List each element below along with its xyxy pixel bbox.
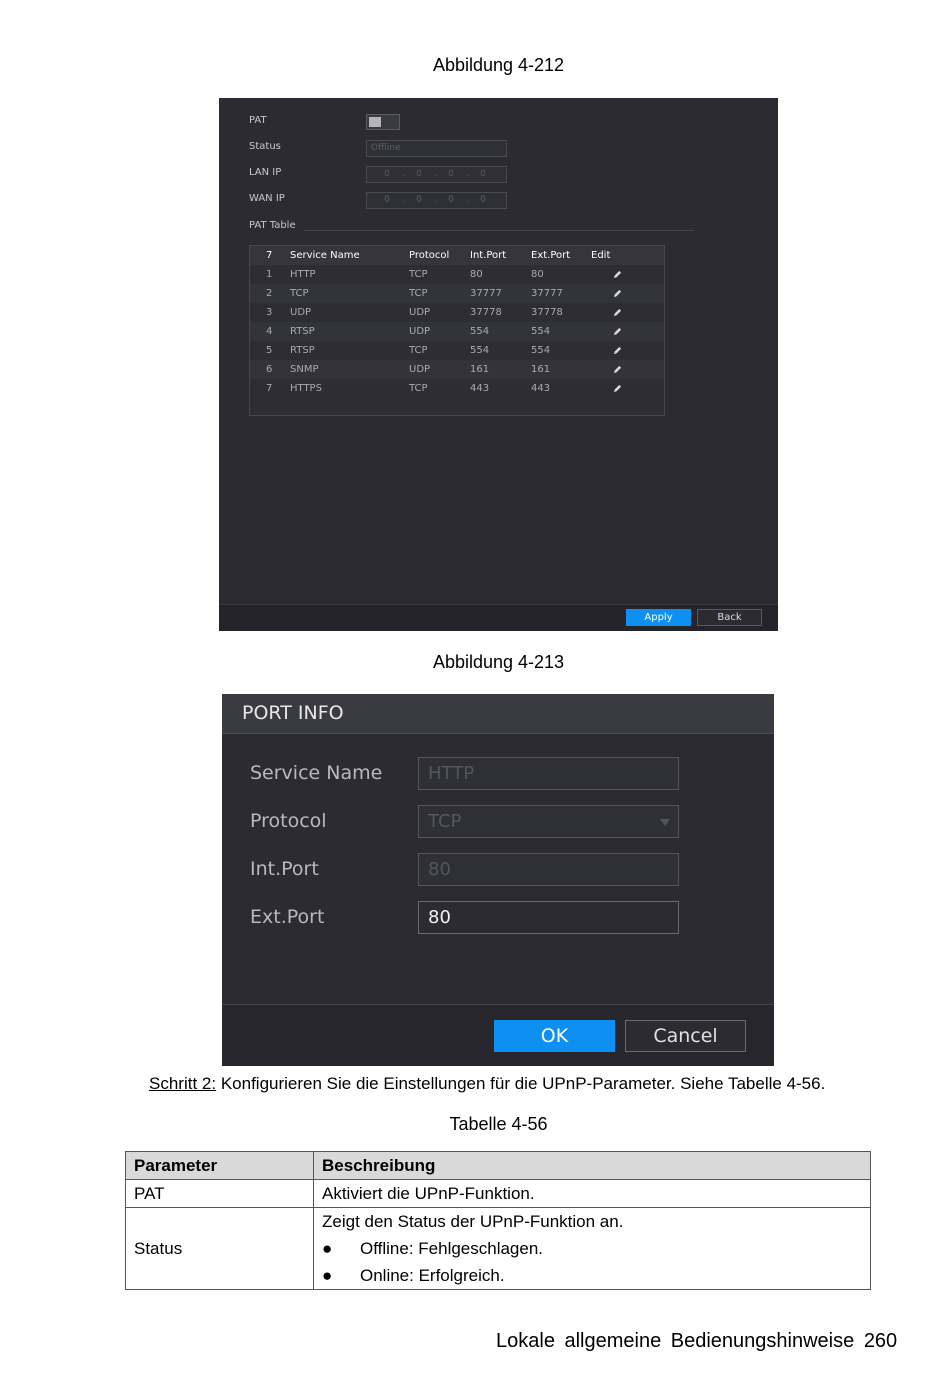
row-number: 3 <box>266 307 273 318</box>
ext-port-cell: 554 <box>531 326 551 337</box>
edit-pencil-icon[interactable] <box>613 308 622 317</box>
protocol-cell: UDP <box>409 307 431 318</box>
wan-ip-field: 0 . 0 . 0 . 0 <box>366 192 507 209</box>
service-name-header: Service Name <box>290 250 360 261</box>
dialog-title: PORT INFO <box>242 702 344 724</box>
protocol-label: Protocol <box>250 810 327 832</box>
int-port-cell: 554 <box>470 345 490 356</box>
service-name-label: Service Name <box>250 762 383 784</box>
protocol-select <box>418 805 679 838</box>
bullet-text: Offline: Fehlgeschlagen. <box>360 1239 544 1258</box>
lan-ip-field: 0 . 0 . 0 . 0 <box>366 166 507 183</box>
ext-port-input[interactable]: 80 <box>418 901 679 934</box>
int-port-cell: 554 <box>470 326 490 337</box>
description-header: Beschreibung <box>314 1152 871 1180</box>
toggle-knob <box>369 117 381 127</box>
dialog-footer <box>222 1004 774 1066</box>
protocol-header: Protocol <box>409 250 450 261</box>
service-name-cell: RTSP <box>290 326 315 337</box>
ext-port-cell: 554 <box>531 345 551 356</box>
bullet-text: Online: Erfolgreich. <box>360 1266 505 1285</box>
count-header: 7 <box>266 250 273 261</box>
edit-pencil-icon[interactable] <box>613 346 622 355</box>
edit-pencil-icon[interactable] <box>613 327 622 336</box>
table-caption: Tabelle 4-56 <box>449 1114 548 1134</box>
service-name-cell: HTTP <box>290 269 316 280</box>
lan-ip-label: LAN IP <box>249 167 282 178</box>
desc-text: Zeigt den Status der UPnP-Funktion an. <box>322 1212 624 1231</box>
int-port-cell: 37778 <box>470 307 502 318</box>
figure-caption: Abbildung 4-213 <box>432 652 565 672</box>
row-number: 2 <box>266 288 273 299</box>
table-row <box>250 360 664 379</box>
step-instruction <box>149 1074 825 1094</box>
ext-port-cell: 80 <box>531 269 544 280</box>
protocol-value: TCP <box>428 811 462 832</box>
protocol-cell: UDP <box>409 364 431 375</box>
table-row <box>250 284 664 303</box>
status-field: Offline <box>366 140 507 157</box>
ext-port-header: Ext.Port <box>531 250 571 261</box>
divider <box>304 230 694 231</box>
table-row <box>250 265 664 284</box>
protocol-cell: TCP <box>409 288 428 299</box>
table-row <box>250 303 664 322</box>
page-number: 260 <box>863 1330 898 1352</box>
service-name-cell: HTTPS <box>290 383 322 394</box>
bullet-item <box>322 1235 862 1262</box>
step-text: Konfigurieren Sie die Einstellungen für die UPnP-Parameter. Siehe Tabelle 4-56. <box>216 1074 826 1093</box>
service-name-cell: RTSP <box>290 345 315 356</box>
table-row <box>250 341 664 360</box>
int-port-cell: 161 <box>470 364 490 375</box>
desc-cell: Aktiviert die UPnP-Funktion. <box>314 1180 871 1208</box>
ext-port-cell: 443 <box>531 383 551 394</box>
param-cell: Status <box>126 1208 314 1290</box>
edit-header: Edit <box>591 250 611 261</box>
parameter-table <box>125 1151 871 1290</box>
int-port-cell: 443 <box>470 383 490 394</box>
footer-section: Lokale allgemeine Bedienungshinweise <box>496 1330 855 1352</box>
ext-port-cell: 37777 <box>531 288 563 299</box>
apply-button[interactable]: Apply <box>626 609 691 626</box>
ext-port-label: Ext.Port <box>250 906 325 928</box>
int-port-label: Int.Port <box>250 858 319 880</box>
table-header <box>250 246 664 265</box>
chevron-down-icon <box>660 819 670 826</box>
parameter-header: Parameter <box>126 1152 314 1180</box>
bullet-icon: ● <box>322 1266 333 1285</box>
protocol-cell: TCP <box>409 269 428 280</box>
table-header-row <box>126 1152 871 1180</box>
int-port-cell: 37777 <box>470 288 502 299</box>
table-row <box>126 1180 871 1208</box>
protocol-cell: TCP <box>409 345 428 356</box>
row-number: 5 <box>266 345 273 356</box>
row-number: 4 <box>266 326 273 337</box>
pat-table <box>249 245 665 416</box>
table-row <box>250 322 664 341</box>
port-info-dialog <box>222 694 774 1065</box>
row-number: 6 <box>266 364 273 375</box>
pat-toggle[interactable] <box>366 114 400 130</box>
edit-pencil-icon[interactable] <box>613 365 622 374</box>
page-footer <box>496 1330 897 1353</box>
desc-cell <box>314 1208 871 1290</box>
edit-pencil-icon[interactable] <box>613 270 622 279</box>
service-name-cell: SNMP <box>290 364 319 375</box>
figure-caption: Abbildung 4-212 <box>432 55 565 75</box>
pat-table-label: PAT Table <box>249 220 296 231</box>
edit-pencil-icon[interactable] <box>613 289 622 298</box>
row-number: 1 <box>266 269 273 280</box>
cancel-button[interactable]: Cancel <box>625 1020 746 1052</box>
dialog-header <box>222 694 774 734</box>
table-row <box>250 379 664 398</box>
service-name-cell: TCP <box>290 288 309 299</box>
protocol-cell: TCP <box>409 383 428 394</box>
int-port-field: 80 <box>418 853 679 886</box>
ok-button[interactable]: OK <box>494 1020 615 1052</box>
param-cell: PAT <box>126 1180 314 1208</box>
wan-ip-label: WAN IP <box>249 193 285 204</box>
pat-footer <box>219 604 778 631</box>
ext-port-cell: 161 <box>531 364 551 375</box>
edit-pencil-icon[interactable] <box>613 384 622 393</box>
service-name-cell: UDP <box>290 307 312 318</box>
bullet-item <box>322 1262 862 1289</box>
int-port-header: Int.Port <box>470 250 507 261</box>
step-label: Schritt 2: <box>149 1074 217 1093</box>
service-name-field: HTTP <box>418 757 679 790</box>
back-button[interactable]: Back <box>697 609 762 626</box>
pat-label: PAT <box>249 115 267 126</box>
int-port-cell: 80 <box>470 269 483 280</box>
bullet-icon: ● <box>322 1239 333 1258</box>
ext-port-cell: 37778 <box>531 307 563 318</box>
row-number: 7 <box>266 383 273 394</box>
status-label: Status <box>249 141 281 152</box>
protocol-cell: UDP <box>409 326 431 337</box>
table-row <box>126 1208 871 1290</box>
pat-settings-panel <box>219 98 778 630</box>
